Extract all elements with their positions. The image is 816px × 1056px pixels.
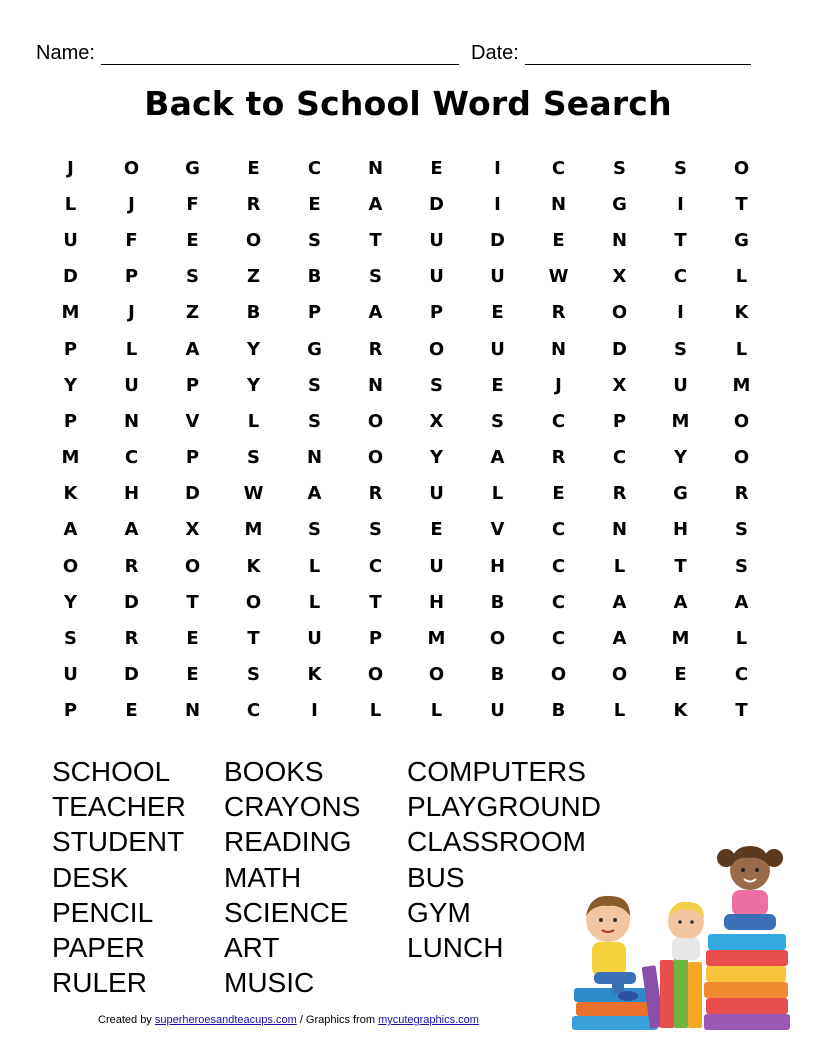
word-list-item: BUS bbox=[407, 861, 465, 893]
grid-letter[interactable]: X bbox=[612, 374, 627, 396]
grid-letter[interactable]: L bbox=[308, 591, 321, 613]
grid-letter[interactable]: R bbox=[612, 483, 627, 505]
grid-letter[interactable]: H bbox=[428, 591, 445, 613]
grid-letter[interactable]: U bbox=[490, 700, 505, 722]
grid-letter[interactable]: R bbox=[124, 555, 139, 577]
grid-letter[interactable]: G bbox=[612, 193, 627, 215]
kids-on-books-illustration bbox=[572, 838, 798, 1034]
grid-letter[interactable]: E bbox=[491, 374, 504, 396]
grid-letter[interactable]: I bbox=[677, 302, 684, 324]
word-list-column-1 bbox=[52, 754, 186, 1000]
grid-letter[interactable]: O bbox=[367, 410, 384, 432]
credit-prefix: Created by bbox=[98, 1014, 152, 1026]
grid-letter[interactable]: P bbox=[612, 410, 627, 432]
grid-letter[interactable]: B bbox=[551, 700, 566, 722]
grid-letter[interactable]: U bbox=[490, 266, 505, 288]
grid-letter[interactable]: X bbox=[612, 266, 627, 288]
word-list-item: COMPUTERS bbox=[407, 756, 586, 787]
grid-letter[interactable]: S bbox=[308, 229, 321, 251]
grid-letter[interactable]: O bbox=[611, 302, 628, 324]
grid-letter[interactable]: S bbox=[64, 628, 77, 650]
grid-letter[interactable]: I bbox=[677, 193, 684, 215]
grid-letter[interactable]: N bbox=[550, 193, 567, 215]
grid-letter[interactable]: S bbox=[369, 266, 382, 288]
word-list-item: LUNCH bbox=[407, 932, 504, 964]
grid-letter[interactable]: O bbox=[733, 157, 750, 179]
grid-letter[interactable]: J bbox=[555, 374, 562, 396]
word-list-item: ART bbox=[224, 932, 280, 964]
grid-letter[interactable]: K bbox=[673, 700, 688, 722]
grid-letter[interactable]: S bbox=[247, 664, 260, 686]
grid-row bbox=[40, 440, 772, 476]
grid-letter[interactable]: M bbox=[61, 447, 80, 469]
word-list-item: MUSIC bbox=[224, 967, 315, 999]
credit-middle: / Graphics from bbox=[299, 1014, 375, 1026]
grid-letter[interactable]: T bbox=[369, 591, 382, 613]
grid-letter[interactable]: P bbox=[63, 700, 78, 722]
grid-letter[interactable]: M bbox=[244, 519, 263, 541]
grid-letter[interactable]: P bbox=[307, 302, 322, 324]
page-title: Back to School Word Search bbox=[144, 84, 672, 123]
grid-letter[interactable]: E bbox=[552, 229, 565, 251]
grid-letter[interactable]: I bbox=[311, 700, 318, 722]
grid-letter[interactable]: G bbox=[185, 157, 200, 179]
grid-letter[interactable]: G bbox=[734, 229, 749, 251]
grid-row bbox=[40, 331, 772, 367]
grid-letter[interactable]: E bbox=[308, 193, 321, 215]
grid-letter[interactable]: C bbox=[734, 664, 749, 686]
grid-letter[interactable]: R bbox=[734, 483, 749, 505]
grid-letter[interactable]: T bbox=[186, 591, 199, 613]
word-list-item: GYM bbox=[407, 896, 471, 928]
grid-letter[interactable]: D bbox=[124, 664, 139, 686]
grid-letter[interactable]: O bbox=[733, 410, 750, 432]
grid-letter[interactable]: S bbox=[369, 519, 382, 541]
grid-letter[interactable]: R bbox=[368, 338, 383, 360]
grid-letter[interactable]: B bbox=[307, 266, 322, 288]
grid-letter[interactable]: W bbox=[548, 266, 569, 288]
grid-letter[interactable]: O bbox=[245, 591, 262, 613]
grid-letter[interactable]: D bbox=[124, 591, 139, 613]
grid-letter[interactable]: L bbox=[64, 193, 77, 215]
grid-letter[interactable]: C bbox=[246, 700, 261, 722]
grid-letter[interactable]: B bbox=[490, 591, 505, 613]
grid-letter[interactable]: T bbox=[674, 555, 687, 577]
grid-letter[interactable]: C bbox=[551, 591, 566, 613]
grid-letter[interactable]: C bbox=[612, 447, 627, 469]
grid-letter[interactable]: Z bbox=[185, 302, 200, 324]
grid-letter[interactable]: P bbox=[63, 410, 78, 432]
grid-letter[interactable]: A bbox=[368, 302, 383, 324]
grid-letter[interactable]: M bbox=[61, 302, 80, 324]
grid-row bbox=[40, 259, 772, 295]
grid-letter[interactable]: L bbox=[613, 555, 626, 577]
grid-letter[interactable]: M bbox=[671, 410, 690, 432]
grid-letter[interactable]: S bbox=[735, 555, 748, 577]
grid-letter[interactable]: C bbox=[551, 555, 566, 577]
grid-letter[interactable]: I bbox=[494, 193, 501, 215]
grid-row bbox=[40, 548, 772, 584]
grid-letter[interactable]: Y bbox=[246, 374, 261, 396]
grid-row bbox=[40, 476, 772, 512]
grid-letter[interactable]: L bbox=[247, 410, 260, 432]
grid-letter[interactable]: A bbox=[185, 338, 200, 360]
grid-letter[interactable]: H bbox=[489, 555, 506, 577]
grid-row bbox=[40, 150, 772, 186]
grid-letter[interactable]: R bbox=[551, 447, 566, 469]
word-list-column-2 bbox=[224, 754, 360, 1000]
grid-letter[interactable]: Y bbox=[246, 338, 261, 360]
grid-letter[interactable]: X bbox=[185, 519, 200, 541]
grid-letter[interactable]: P bbox=[63, 338, 78, 360]
grid-letter[interactable]: C bbox=[307, 157, 322, 179]
grid-letter[interactable]: D bbox=[185, 483, 200, 505]
grid-letter[interactable]: P bbox=[368, 628, 383, 650]
grid-letter[interactable]: N bbox=[550, 338, 567, 360]
grid-letter[interactable]: E bbox=[125, 700, 138, 722]
grid-row bbox=[40, 403, 772, 439]
date-field[interactable] bbox=[471, 42, 751, 65]
grid-letter[interactable]: B bbox=[490, 664, 505, 686]
grid-letter[interactable]: M bbox=[427, 628, 446, 650]
grid-letter[interactable]: D bbox=[612, 338, 627, 360]
word-list-item: RULER bbox=[52, 967, 147, 999]
grid-letter[interactable]: U bbox=[429, 555, 444, 577]
grid-letter[interactable]: E bbox=[674, 664, 687, 686]
word-list-item: PAPER bbox=[52, 932, 145, 964]
word-list-item: MATH bbox=[224, 861, 302, 893]
grid-letter[interactable]: L bbox=[735, 266, 748, 288]
grid-letter[interactable]: O bbox=[62, 555, 79, 577]
grid-letter[interactable]: O bbox=[733, 447, 750, 469]
grid-letter[interactable]: I bbox=[494, 157, 501, 179]
grid-letter[interactable]: U bbox=[307, 628, 322, 650]
grid-letter[interactable]: O bbox=[489, 628, 506, 650]
grid-letter[interactable]: U bbox=[429, 229, 444, 251]
grid-letter[interactable]: U bbox=[124, 374, 139, 396]
grid-letter[interactable]: J bbox=[67, 157, 74, 179]
credit-line bbox=[98, 1014, 479, 1026]
grid-letter[interactable]: O bbox=[367, 664, 384, 686]
graphics-link[interactable]: mycutegraphics.com bbox=[378, 1014, 479, 1026]
grid-letter[interactable]: E bbox=[186, 664, 199, 686]
grid-letter[interactable]: C bbox=[551, 157, 566, 179]
grid-letter[interactable]: L bbox=[308, 555, 321, 577]
grid-letter[interactable]: S bbox=[247, 447, 260, 469]
grid-letter[interactable]: U bbox=[490, 338, 505, 360]
grid-letter[interactable]: L bbox=[125, 338, 138, 360]
grid-row bbox=[40, 222, 772, 258]
grid-letter[interactable]: U bbox=[673, 374, 688, 396]
grid-letter[interactable]: A bbox=[673, 591, 688, 613]
word-list-item: CLASSROOM bbox=[407, 826, 586, 858]
grid-letter[interactable]: L bbox=[491, 483, 504, 505]
grid-letter[interactable]: F bbox=[186, 193, 199, 215]
grid-letter[interactable]: D bbox=[63, 266, 78, 288]
word-list-item: BOOKS bbox=[224, 756, 324, 787]
grid-letter[interactable]: E bbox=[552, 483, 565, 505]
grid-letter[interactable]: J bbox=[128, 302, 135, 324]
grid-letter[interactable]: M bbox=[671, 628, 690, 650]
word-list-item: PLAYGROUND bbox=[407, 791, 601, 823]
grid-row bbox=[40, 584, 772, 620]
grid-letter[interactable]: Y bbox=[673, 447, 688, 469]
grid-letter[interactable]: E bbox=[491, 302, 504, 324]
date-line[interactable] bbox=[525, 44, 751, 65]
grid-letter[interactable]: S bbox=[674, 157, 687, 179]
grid-row bbox=[40, 512, 772, 548]
grid-letter[interactable]: P bbox=[185, 447, 200, 469]
grid-letter[interactable]: S bbox=[613, 157, 626, 179]
grid-letter[interactable]: K bbox=[734, 302, 749, 324]
grid-row bbox=[40, 620, 772, 656]
grid-letter[interactable]: C bbox=[551, 628, 566, 650]
grid-row bbox=[40, 657, 772, 693]
grid-row bbox=[40, 186, 772, 222]
grid-letter[interactable]: G bbox=[307, 338, 322, 360]
grid-letter[interactable]: T bbox=[735, 700, 748, 722]
word-list-item: TEACHER bbox=[52, 791, 186, 823]
grid-letter[interactable]: A bbox=[124, 519, 139, 541]
grid-row bbox=[40, 295, 772, 331]
grid-letter[interactable]: S bbox=[430, 374, 443, 396]
grid-letter[interactable]: R bbox=[246, 193, 261, 215]
grid-letter[interactable]: S bbox=[186, 266, 199, 288]
grid-letter[interactable]: N bbox=[306, 447, 323, 469]
grid-letter[interactable]: O bbox=[123, 157, 140, 179]
grid-letter[interactable]: V bbox=[185, 410, 200, 432]
grid-letter[interactable]: U bbox=[63, 229, 78, 251]
grid-letter[interactable]: J bbox=[128, 193, 135, 215]
grid-letter[interactable]: O bbox=[611, 664, 628, 686]
grid-letter[interactable]: D bbox=[490, 229, 505, 251]
word-list-item: SCHOOL bbox=[52, 756, 171, 787]
grid-letter[interactable]: N bbox=[367, 157, 384, 179]
grid-letter[interactable]: D bbox=[429, 193, 444, 215]
grid-letter[interactable]: A bbox=[490, 447, 505, 469]
grid-letter[interactable]: N bbox=[184, 700, 201, 722]
word-list-item: READING bbox=[224, 826, 352, 858]
grid-letter[interactable]: L bbox=[735, 628, 748, 650]
grid-letter[interactable]: P bbox=[185, 374, 200, 396]
letter-grid bbox=[40, 150, 772, 729]
grid-letter[interactable]: K bbox=[246, 555, 261, 577]
name-label: Name: bbox=[36, 42, 95, 64]
grid-letter[interactable]: R bbox=[551, 302, 566, 324]
word-list-item: CRAYONS bbox=[224, 791, 361, 823]
grid-letter[interactable]: S bbox=[308, 410, 321, 432]
grid-letter[interactable]: C bbox=[551, 410, 566, 432]
grid-letter[interactable]: O bbox=[184, 555, 201, 577]
grid-letter[interactable]: C bbox=[124, 447, 139, 469]
grid-letter[interactable]: L bbox=[430, 700, 443, 722]
grid-row bbox=[40, 693, 772, 729]
grid-letter[interactable]: H bbox=[672, 519, 689, 541]
grid-letter[interactable]: E bbox=[186, 229, 199, 251]
grid-letter[interactable]: L bbox=[613, 700, 626, 722]
grid-letter[interactable]: O bbox=[550, 664, 567, 686]
grid-letter[interactable]: Y bbox=[63, 591, 78, 613]
word-list-item: DESK bbox=[52, 861, 129, 893]
grid-letter[interactable]: Y bbox=[429, 447, 444, 469]
grid-letter[interactable]: W bbox=[243, 483, 264, 505]
word-list-item: STUDENT bbox=[52, 826, 185, 858]
grid-letter[interactable]: Y bbox=[63, 374, 78, 396]
grid-letter[interactable]: T bbox=[674, 229, 687, 251]
word-list-item: SCIENCE bbox=[224, 896, 349, 928]
grid-letter[interactable]: U bbox=[429, 266, 444, 288]
word-list-item: PENCIL bbox=[52, 896, 154, 928]
name-line[interactable] bbox=[101, 44, 459, 65]
grid-letter[interactable]: H bbox=[123, 483, 140, 505]
grid-letter[interactable]: E bbox=[247, 157, 260, 179]
grid-letter[interactable]: B bbox=[246, 302, 261, 324]
grid-letter[interactable]: O bbox=[428, 338, 445, 360]
grid-letter[interactable]: R bbox=[124, 628, 139, 650]
site-link[interactable]: superheroesandteacups.com bbox=[154, 1014, 297, 1026]
grid-letter[interactable]: F bbox=[125, 229, 138, 251]
grid-letter[interactable]: E bbox=[430, 157, 443, 179]
grid-letter[interactable]: N bbox=[123, 410, 140, 432]
grid-letter[interactable]: A bbox=[63, 519, 78, 541]
grid-letter[interactable]: E bbox=[430, 519, 443, 541]
grid-letter[interactable]: A bbox=[368, 193, 383, 215]
grid-letter[interactable]: P bbox=[429, 302, 444, 324]
grid-letter[interactable]: A bbox=[612, 591, 627, 613]
grid-letter[interactable]: O bbox=[367, 447, 384, 469]
grid-letter[interactable]: C bbox=[673, 266, 688, 288]
grid-letter[interactable]: N bbox=[367, 374, 384, 396]
grid-letter[interactable]: T bbox=[369, 229, 382, 251]
grid-letter[interactable]: K bbox=[63, 483, 78, 505]
grid-letter[interactable]: S bbox=[491, 410, 504, 432]
grid-letter[interactable]: N bbox=[611, 519, 628, 541]
grid-letter[interactable]: V bbox=[490, 519, 505, 541]
grid-letter[interactable]: T bbox=[247, 628, 260, 650]
grid-letter[interactable]: U bbox=[429, 483, 444, 505]
grid-letter[interactable]: X bbox=[429, 410, 444, 432]
grid-letter[interactable]: C bbox=[551, 519, 566, 541]
grid-letter[interactable]: C bbox=[368, 555, 383, 577]
date-label: Date: bbox=[471, 42, 519, 64]
grid-row bbox=[40, 367, 772, 403]
grid-letter[interactable]: M bbox=[732, 374, 751, 396]
grid-letter[interactable]: O bbox=[428, 664, 445, 686]
grid-letter[interactable]: L bbox=[735, 338, 748, 360]
grid-letter[interactable]: L bbox=[369, 700, 382, 722]
grid-letter[interactable]: A bbox=[734, 591, 749, 613]
grid-letter[interactable]: T bbox=[735, 193, 748, 215]
grid-letter[interactable]: E bbox=[186, 628, 199, 650]
grid-letter[interactable]: Z bbox=[246, 266, 261, 288]
grid-letter[interactable]: K bbox=[307, 664, 322, 686]
grid-letter[interactable]: S bbox=[308, 519, 321, 541]
grid-letter[interactable]: S bbox=[674, 338, 687, 360]
grid-letter[interactable]: U bbox=[63, 664, 78, 686]
grid-letter[interactable]: S bbox=[735, 519, 748, 541]
grid-letter[interactable]: O bbox=[245, 229, 262, 251]
grid-letter[interactable]: A bbox=[307, 483, 322, 505]
name-field[interactable] bbox=[36, 42, 459, 65]
grid-letter[interactable]: R bbox=[368, 483, 383, 505]
grid-letter[interactable]: G bbox=[673, 483, 688, 505]
grid-letter[interactable]: P bbox=[124, 266, 139, 288]
grid-letter[interactable]: N bbox=[611, 229, 628, 251]
grid-letter[interactable]: A bbox=[612, 628, 627, 650]
grid-letter[interactable]: S bbox=[308, 374, 321, 396]
